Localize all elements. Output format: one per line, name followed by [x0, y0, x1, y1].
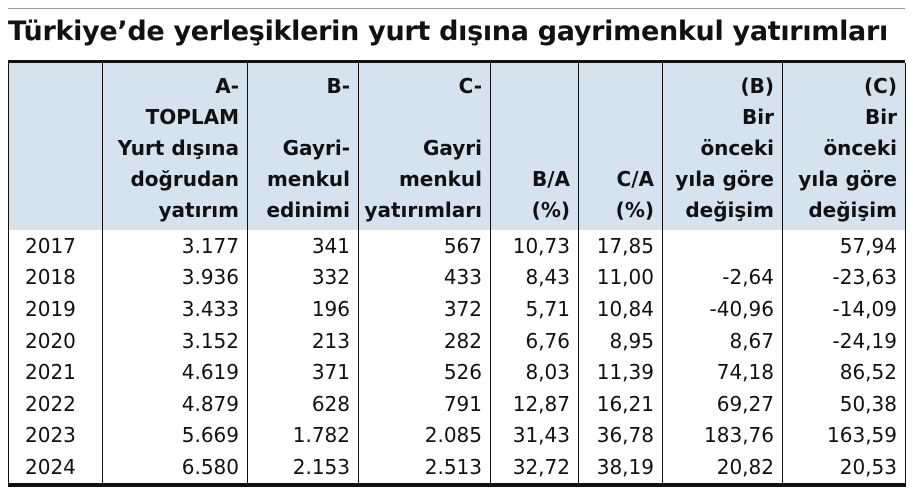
- cell-year: 2021: [9, 356, 103, 388]
- column-header-line: B/A: [531, 167, 570, 191]
- column-header-line: Gayri: [422, 136, 482, 160]
- column-header-line: doğrudan: [130, 167, 239, 191]
- column-header-ba: [491, 63, 579, 230]
- cell-ba: 6,76: [491, 325, 579, 357]
- table-row: [9, 388, 906, 420]
- cell-c: 2.085: [359, 420, 491, 452]
- column-header-line: [583, 102, 654, 133]
- column-header-line: [583, 133, 654, 164]
- cell-b: 332: [248, 262, 359, 294]
- cell-ca: 11,39: [579, 356, 663, 388]
- cell-b: 213: [248, 325, 359, 357]
- cell-ba: 8,43: [491, 262, 579, 294]
- cell-c: 526: [359, 356, 491, 388]
- cell-b_change: 20,82: [663, 451, 783, 485]
- cell-c_change: -24,19: [783, 325, 906, 357]
- cell-ca: 38,19: [579, 451, 663, 485]
- top-divider: [8, 8, 905, 9]
- column-header-line: yatırımları: [364, 198, 482, 222]
- cell-ba: 8,03: [491, 356, 579, 388]
- table-row: [9, 356, 906, 388]
- column-header-line: değişim: [808, 198, 897, 222]
- cell-b: 628: [248, 388, 359, 420]
- cell-a: 3.936: [103, 262, 248, 294]
- cell-c_change: 57,94: [783, 230, 906, 262]
- column-header-line: C-: [458, 74, 482, 98]
- column-header-line: menkul: [398, 167, 482, 191]
- column-header-line: A-: [215, 74, 239, 98]
- column-header-line: önceki: [823, 136, 897, 160]
- cell-ca: 36,78: [579, 420, 663, 452]
- column-header-line: Gayri-: [282, 136, 350, 160]
- column-header-line: TOPLAM: [145, 105, 239, 129]
- column-header-line: (%): [615, 198, 654, 222]
- column-header-line: (B): [740, 74, 774, 98]
- cell-b_change: -2,64: [663, 262, 783, 294]
- column-header-a: [103, 63, 248, 230]
- cell-c: 282: [359, 325, 491, 357]
- cell-ca: 8,95: [579, 325, 663, 357]
- table-row: [9, 262, 906, 294]
- cell-a: 4.879: [103, 388, 248, 420]
- cell-b_change: -40,96: [663, 293, 783, 325]
- column-header-ca: [579, 63, 663, 230]
- table-header: [9, 63, 906, 230]
- cell-c_change: -23,63: [783, 262, 906, 294]
- cell-year: 2022: [9, 388, 103, 420]
- cell-c_change: 86,52: [783, 356, 906, 388]
- column-header-line: [495, 102, 570, 133]
- cell-year: 2019: [9, 293, 103, 325]
- table-row: [9, 420, 906, 452]
- column-header-line: değişim: [685, 198, 774, 222]
- column-header-line: (C): [864, 74, 897, 98]
- cell-c: 567: [359, 230, 491, 262]
- cell-b: 371: [248, 356, 359, 388]
- cell-c_change: -14,09: [783, 293, 906, 325]
- column-header-line: Yurt dışına: [117, 136, 239, 160]
- investment-table: [8, 63, 906, 487]
- column-header-line: yıla göre: [798, 167, 897, 191]
- cell-year: 2020: [9, 325, 103, 357]
- cell-a: 4.619: [103, 356, 248, 388]
- cell-c_change: 50,38: [783, 388, 906, 420]
- column-header-line: menkul: [266, 167, 350, 191]
- cell-ca: 11,00: [579, 262, 663, 294]
- cell-ca: 17,85: [579, 230, 663, 262]
- cell-ba: 12,87: [491, 388, 579, 420]
- cell-a: 3.433: [103, 293, 248, 325]
- cell-b_change: 8,67: [663, 325, 783, 357]
- column-header-c: [359, 63, 491, 230]
- header-row: [9, 63, 906, 230]
- cell-ba: 10,73: [491, 230, 579, 262]
- cell-a: 3.177: [103, 230, 248, 262]
- column-header-line: B-: [326, 74, 350, 98]
- cell-year: 2018: [9, 262, 103, 294]
- column-header-line: önceki: [700, 136, 774, 160]
- table-row: [9, 451, 906, 485]
- cell-c: 791: [359, 388, 491, 420]
- cell-c_change: 163,59: [783, 420, 906, 452]
- column-header-line: yatırım: [158, 198, 239, 222]
- column-header-line: (%): [531, 198, 570, 222]
- table-row: [9, 293, 906, 325]
- column-header-line: edinimi: [266, 198, 350, 222]
- cell-ca: 16,21: [579, 388, 663, 420]
- cell-b: 2.153: [248, 451, 359, 485]
- cell-b_change: [663, 230, 783, 262]
- cell-b: 1.782: [248, 420, 359, 452]
- cell-year: 2023: [9, 420, 103, 452]
- cell-year: 2017: [9, 230, 103, 262]
- cell-b_change: 69,27: [663, 388, 783, 420]
- cell-a: 6.580: [103, 451, 248, 485]
- cell-ca: 10,84: [579, 293, 663, 325]
- cell-c: 2.513: [359, 451, 491, 485]
- table-row: [9, 325, 906, 357]
- column-header-line: yıla göre: [675, 167, 774, 191]
- column-header-line: C/A: [616, 167, 654, 191]
- column-header-line: [495, 133, 570, 164]
- cell-b: 341: [248, 230, 359, 262]
- cell-b_change: 74,18: [663, 356, 783, 388]
- cell-ba: 31,43: [491, 420, 579, 452]
- column-header-c_change: [783, 63, 906, 230]
- column-header-line: [363, 102, 482, 133]
- cell-a: 3.152: [103, 325, 248, 357]
- column-header-year: [9, 63, 103, 230]
- cell-c: 433: [359, 262, 491, 294]
- column-header-line: [495, 71, 570, 102]
- column-header-line: Bir: [865, 105, 897, 129]
- cell-a: 5.669: [103, 420, 248, 452]
- column-header-b_change: [663, 63, 783, 230]
- cell-c_change: 20,53: [783, 451, 906, 485]
- cell-c: 372: [359, 293, 491, 325]
- column-header-b: [248, 63, 359, 230]
- table-body: [9, 230, 906, 485]
- column-header-line: [583, 71, 654, 102]
- column-header-line: Bir: [742, 105, 774, 129]
- cell-ba: 32,72: [491, 451, 579, 485]
- column-header-line: [252, 102, 350, 133]
- cell-b: 196: [248, 293, 359, 325]
- cell-ba: 5,71: [491, 293, 579, 325]
- table-title: Türkiye’de yerleşiklerin yurt dışına gayrimenkul yatırımları: [8, 16, 888, 47]
- table-row: [9, 230, 906, 262]
- cell-year: 2024: [9, 451, 103, 485]
- cell-b_change: 183,76: [663, 420, 783, 452]
